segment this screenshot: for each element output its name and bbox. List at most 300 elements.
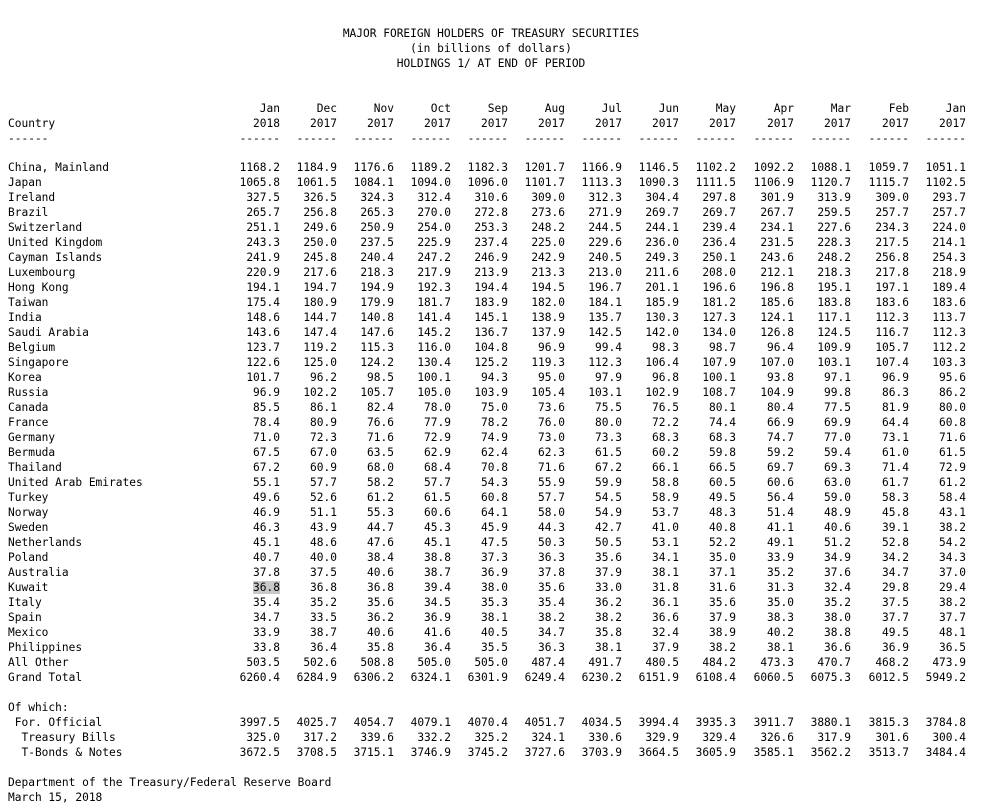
holding-value[interactable]: 78.2 [481,416,508,429]
holding-value[interactable]: 243.3 [246,236,280,249]
holding-value[interactable]: 31.8 [652,581,679,594]
holding-value[interactable]: 1101.7 [524,176,565,189]
holding-value[interactable]: 196.7 [588,281,622,294]
holding-value[interactable]: 3715.1 [353,746,394,759]
holding-value[interactable]: 108.7 [702,386,736,399]
holding-value[interactable]: 3672.5 [239,746,280,759]
holding-value[interactable]: 269.7 [702,206,736,219]
holding-value[interactable]: 105.7 [875,341,909,354]
holding-value[interactable]: 119.2 [303,341,337,354]
holding-value[interactable]: 36.6 [824,641,851,654]
holding-value[interactable]: 1106.9 [753,176,794,189]
holding-value[interactable]: 211.6 [645,266,679,279]
holding-value[interactable]: 45.3 [424,521,451,534]
holding-value[interactable]: 241.9 [246,251,280,264]
holding-value[interactable]: 38.2 [939,521,966,534]
holding-value[interactable]: 1090.3 [638,176,679,189]
holding-value[interactable]: 36.8 [367,581,394,594]
holding-value[interactable]: 55.9 [538,476,565,489]
holding-value[interactable]: 107.0 [760,356,794,369]
holding-value[interactable]: 142.0 [645,326,679,339]
holding-value[interactable]: 227.6 [817,221,851,234]
holding-value[interactable]: 491.7 [588,656,622,669]
holding-value[interactable]: 68.0 [367,461,394,474]
holding-value[interactable]: 76.6 [367,416,394,429]
holding-value[interactable]: 181.2 [702,296,736,309]
holding-value[interactable]: 473.3 [760,656,794,669]
holding-value[interactable]: 36.9 [481,566,508,579]
holding-value[interactable]: 217.5 [875,236,909,249]
holding-value[interactable]: 41.1 [767,521,794,534]
holding-value[interactable]: 1166.9 [581,161,622,174]
holding-value[interactable]: 267.7 [760,206,794,219]
holding-value[interactable]: 60.5 [709,476,736,489]
holding-value[interactable]: 34.7 [538,626,565,639]
holding-value[interactable]: 3605.9 [695,746,736,759]
holding-value[interactable]: 112.3 [588,356,622,369]
holding-value[interactable]: 183.8 [817,296,851,309]
holding-value[interactable]: 1111.5 [695,176,736,189]
holding-value[interactable]: 37.7 [939,611,966,624]
holding-value[interactable]: 60.8 [939,416,966,429]
holding-value[interactable]: 72.3 [310,431,337,444]
holding-value[interactable]: 69.9 [824,416,851,429]
holding-value[interactable]: 6301.9 [467,671,508,684]
holding-value[interactable]: 468.2 [875,656,909,669]
holding-value[interactable]: 183.9 [474,296,508,309]
holding-value[interactable]: 45.9 [481,521,508,534]
holding-value[interactable]: 54.5 [595,491,622,504]
holding-value[interactable]: 6324.1 [410,671,451,684]
holding-value[interactable]: 33.5 [310,611,337,624]
holding-value[interactable]: 35.6 [538,581,565,594]
holding-value[interactable]: 239.4 [702,221,736,234]
holding-value[interactable]: 122.6 [246,356,280,369]
holding-value[interactable]: 37.8 [538,566,565,579]
holding-value[interactable]: 77.5 [824,401,851,414]
holding-value[interactable]: 3746.9 [410,746,451,759]
holding-value[interactable]: 38.1 [595,641,622,654]
holding-value[interactable]: 329.9 [645,731,679,744]
holding-value[interactable]: 52.2 [709,536,736,549]
holding-value[interactable]: 72.9 [424,431,451,444]
holding-value[interactable]: 293.7 [932,191,966,204]
holding-value[interactable]: 3880.1 [810,716,851,729]
holding-value[interactable]: 3911.7 [753,716,794,729]
holding-value[interactable]: 126.8 [760,326,794,339]
holding-value[interactable]: 61.2 [939,476,966,489]
holding-value[interactable]: 229.6 [588,236,622,249]
holding-value[interactable]: 48.9 [824,506,851,519]
holding-value[interactable]: 75.0 [481,401,508,414]
holding-value[interactable]: 6151.9 [638,671,679,684]
holding-value[interactable]: 265.7 [246,206,280,219]
holding-value[interactable]: 31.3 [767,581,794,594]
holding-value[interactable]: 38.1 [767,641,794,654]
holding-value[interactable]: 52.6 [310,491,337,504]
holding-value[interactable]: 1088.1 [810,161,851,174]
holding-value[interactable]: 34.3 [939,551,966,564]
holding-value[interactable]: 64.1 [481,506,508,519]
holding-value[interactable]: 3703.9 [581,746,622,759]
holding-value[interactable]: 60.8 [481,491,508,504]
holding-value[interactable]: 73.6 [538,401,565,414]
holding-value[interactable]: 54.3 [481,476,508,489]
holding-value[interactable]: 309.0 [875,191,909,204]
holding-value[interactable]: 3513.7 [868,746,909,759]
holding-value[interactable]: 4051.7 [524,716,565,729]
holding-value[interactable]: 113.7 [932,311,966,324]
holding-value[interactable]: 67.0 [310,446,337,459]
holding-value[interactable]: 68.4 [424,461,451,474]
holding-value[interactable]: 63.0 [824,476,851,489]
holding-value[interactable]: 31.6 [709,581,736,594]
holding-value[interactable]: 317.9 [817,731,851,744]
holding-value[interactable]: 36.4 [424,641,451,654]
holding-value[interactable]: 37.5 [882,596,909,609]
holding-value[interactable]: 49.5 [709,491,736,504]
holding-value[interactable]: 147.6 [360,326,394,339]
holding-value[interactable]: 194.5 [531,281,565,294]
holding-value[interactable]: 62.3 [538,446,565,459]
holding-value[interactable]: 5949.2 [925,671,966,684]
holding-value[interactable]: 45.1 [424,536,451,549]
holding-value[interactable]: 36.9 [882,641,909,654]
holding-value[interactable]: 117.1 [817,311,851,324]
holding-value[interactable]: 35.5 [481,641,508,654]
holding-value[interactable]: 248.2 [817,251,851,264]
holding-value[interactable]: 38.2 [538,611,565,624]
holding-value[interactable]: 3664.5 [638,746,679,759]
holding-value[interactable]: 179.9 [360,296,394,309]
holding-value[interactable]: 38.2 [939,596,966,609]
holding-value[interactable]: 106.4 [645,356,679,369]
holding-value[interactable]: 259.5 [817,206,851,219]
holding-value[interactable]: 100.1 [417,371,451,384]
holding-value[interactable]: 37.0 [939,566,966,579]
holding-value[interactable]: 57.7 [538,491,565,504]
holding-value[interactable]: 4034.5 [581,716,622,729]
holding-value[interactable]: 63.5 [367,446,394,459]
holding-value[interactable]: 234.1 [760,221,794,234]
holding-value[interactable]: 98.3 [652,341,679,354]
holding-value[interactable]: 59.9 [595,476,622,489]
holding-value[interactable]: 57.7 [424,476,451,489]
holding-value[interactable]: 484.2 [702,656,736,669]
holding-value[interactable]: 60.9 [310,461,337,474]
holding-value[interactable]: 325.2 [474,731,508,744]
holding-value[interactable]: 124.5 [817,326,851,339]
holding-value[interactable]: 29.8 [882,581,909,594]
holding-value[interactable]: 53.7 [652,506,679,519]
holding-value[interactable]: 220.9 [246,266,280,279]
holding-value[interactable]: 192.3 [417,281,451,294]
holding-value[interactable]: 71.0 [253,431,280,444]
holding-value[interactable]: 245.8 [303,251,337,264]
holding-value[interactable]: 225.9 [417,236,451,249]
holding-value[interactable]: 183.6 [875,296,909,309]
holding-value[interactable]: 480.5 [645,656,679,669]
holding-value[interactable]: 56.4 [767,491,794,504]
holding-value[interactable]: 116.7 [875,326,909,339]
holding-value[interactable]: 42.7 [595,521,622,534]
holding-value[interactable]: 35.0 [767,596,794,609]
holding-value[interactable]: 6260.4 [239,671,280,684]
holding-value[interactable]: 102.2 [303,386,337,399]
holding-value[interactable]: 250.9 [360,221,394,234]
holding-value[interactable]: 6249.4 [524,671,565,684]
holding-value[interactable]: 72.2 [652,416,679,429]
holding-value[interactable]: 116.0 [417,341,451,354]
holding-value[interactable]: 58.0 [538,506,565,519]
holding-value[interactable]: 99.4 [595,341,622,354]
holding-value[interactable]: 54.9 [595,506,622,519]
holding-value[interactable]: 1051.1 [925,161,966,174]
holding-value[interactable]: 80.0 [939,401,966,414]
holding-value[interactable]: 61.5 [939,446,966,459]
holding-value[interactable]: 505.0 [417,656,451,669]
holding-value[interactable]: 33.9 [767,551,794,564]
holding-value[interactable]: 1201.7 [524,161,565,174]
holding-value[interactable]: 37.6 [824,566,851,579]
holding-value[interactable]: 49.1 [767,536,794,549]
holding-value[interactable]: 313.9 [817,191,851,204]
holding-value[interactable]: 86.1 [310,401,337,414]
holding-value[interactable]: 41.0 [652,521,679,534]
holding-value[interactable]: 40.0 [310,551,337,564]
holding-value[interactable]: 74.9 [481,431,508,444]
holding-value[interactable]: 49.6 [253,491,280,504]
holding-value[interactable]: 251.1 [246,221,280,234]
holding-value[interactable]: 35.8 [595,626,622,639]
holding-value[interactable]: 6108.4 [695,671,736,684]
holding-value[interactable]: 141.4 [417,311,451,324]
holding-value[interactable]: 244.1 [645,221,679,234]
holding-value[interactable]: 3585.1 [753,746,794,759]
holding-value[interactable]: 246.9 [474,251,508,264]
holding-value[interactable]: 73.3 [595,431,622,444]
holding-value[interactable]: 66.9 [767,416,794,429]
holding-value[interactable]: 67.2 [253,461,280,474]
holding-value[interactable]: 58.2 [367,476,394,489]
holding-value[interactable]: 1102.2 [695,161,736,174]
holding-value[interactable]: 6284.9 [296,671,337,684]
holding-value[interactable]: 32.4 [652,626,679,639]
holding-value[interactable]: 135.7 [588,311,622,324]
holding-value[interactable]: 134.0 [702,326,736,339]
holding-value[interactable]: 61.7 [882,476,909,489]
holding-value[interactable]: 254.0 [417,221,451,234]
holding-value[interactable]: 38.0 [481,581,508,594]
holding-value[interactable]: 46.9 [253,506,280,519]
holding-value[interactable]: 86.2 [939,386,966,399]
holding-value[interactable]: 107.9 [702,356,736,369]
holding-value[interactable]: 269.7 [645,206,679,219]
holding-value[interactable]: 40.6 [367,566,394,579]
holding-value[interactable]: 60.2 [652,446,679,459]
holding-value[interactable]: 37.9 [595,566,622,579]
holding-value[interactable]: 505.0 [474,656,508,669]
holding-value[interactable]: 214.1 [932,236,966,249]
holding-value[interactable]: 304.4 [645,191,679,204]
holding-value[interactable]: 148.6 [246,311,280,324]
holding-value[interactable]: 273.6 [531,206,565,219]
holding-value[interactable]: 45.1 [253,536,280,549]
holding-value[interactable]: 325.0 [246,731,280,744]
holding-value[interactable]: 3745.2 [467,746,508,759]
holding-value[interactable]: 95.6 [939,371,966,384]
holding-value[interactable]: 339.6 [360,731,394,744]
holding-value[interactable]: 60.6 [424,506,451,519]
holding-value[interactable]: 86.3 [882,386,909,399]
holding-value[interactable]: 327.5 [246,191,280,204]
holding-value[interactable]: 58.3 [882,491,909,504]
holding-value[interactable]: 125.2 [474,356,508,369]
holding-value[interactable]: 71.4 [882,461,909,474]
holding-value[interactable]: 6012.5 [868,671,909,684]
holding-value[interactable]: 212.1 [760,266,794,279]
holding-value[interactable]: 60.6 [767,476,794,489]
holding-value[interactable]: 70.8 [481,461,508,474]
holding-value[interactable]: 35.8 [367,641,394,654]
holding-value[interactable]: 1146.5 [638,161,679,174]
holding-value[interactable]: 71.6 [939,431,966,444]
holding-value[interactable]: 6075.3 [810,671,851,684]
holding-value[interactable]: 3484.4 [925,746,966,759]
holding-value[interactable]: 213.3 [531,266,565,279]
holding-value[interactable]: 213.9 [474,266,508,279]
holding-value[interactable]: 45.8 [882,506,909,519]
holding-value[interactable]: 265.3 [360,206,394,219]
holding-value[interactable]: 58.9 [652,491,679,504]
holding-value[interactable]: 194.4 [474,281,508,294]
holding-value[interactable]: 36.6 [652,611,679,624]
holding-value[interactable]: 1113.3 [581,176,622,189]
holding-value[interactable]: 240.4 [360,251,394,264]
holding-value[interactable]: 36.2 [367,611,394,624]
holding-value[interactable]: 234.3 [875,221,909,234]
holding-value[interactable]: 103.1 [817,356,851,369]
holding-value[interactable]: 53.1 [652,536,679,549]
holding-value[interactable]: 40.2 [767,626,794,639]
holding-value[interactable]: 40.6 [367,626,394,639]
holding-value[interactable]: 36.2 [595,596,622,609]
holding-value[interactable]: 61.2 [367,491,394,504]
holding-value[interactable]: 73.0 [538,431,565,444]
holding-value[interactable]: 35.2 [824,596,851,609]
holding-value[interactable]: 301.6 [875,731,909,744]
holding-value[interactable]: 130.4 [417,356,451,369]
holding-value[interactable]: 37.5 [310,566,337,579]
holding-value[interactable]: 34.1 [652,551,679,564]
holding-value[interactable]: 253.3 [474,221,508,234]
holding-value[interactable]: 96.9 [253,386,280,399]
holding-value[interactable]: 62.4 [481,446,508,459]
holding-value[interactable]: 61.0 [882,446,909,459]
holding-value[interactable]: 43.1 [939,506,966,519]
holding-value[interactable]: 247.2 [417,251,451,264]
holding-value[interactable]: 228.3 [817,236,851,249]
holding-value[interactable]: 1094.0 [410,176,451,189]
holding-value[interactable]: 69.7 [767,461,794,474]
holding-value[interactable]: 123.7 [246,341,280,354]
holding-value[interactable]: 185.6 [760,296,794,309]
holding-value[interactable]: 39.4 [424,581,451,594]
holding-value[interactable]: 58.4 [939,491,966,504]
holding-value[interactable]: 196.8 [760,281,794,294]
holding-value[interactable]: 195.1 [817,281,851,294]
holding-value[interactable]: 112.3 [875,311,909,324]
holding-value[interactable]: 105.7 [360,386,394,399]
holding-value[interactable]: 310.6 [474,191,508,204]
holding-value[interactable]: 76.0 [538,416,565,429]
holding-value[interactable]: 3935.3 [695,716,736,729]
holding-value[interactable]: 217.8 [875,266,909,279]
holding-value[interactable]: 94.3 [481,371,508,384]
holding-value[interactable]: 312.3 [588,191,622,204]
holding-value[interactable]: 37.8 [253,566,280,579]
holding-value[interactable]: 250.1 [702,251,736,264]
holding-value[interactable]: 35.6 [709,596,736,609]
holding-value[interactable]: 1102.5 [925,176,966,189]
holding-value[interactable]: 324.3 [360,191,394,204]
holding-value[interactable]: 243.6 [760,251,794,264]
holding-value[interactable]: 256.8 [875,251,909,264]
holding-value[interactable]: 80.9 [310,416,337,429]
holding-value[interactable]: 208.0 [702,266,736,279]
holding-value[interactable]: 36.3 [538,641,565,654]
holding-value[interactable]: 1182.3 [467,161,508,174]
holding-value[interactable]: 103.9 [474,386,508,399]
holding-value[interactable]: 236.4 [702,236,736,249]
holding-value[interactable]: 217.6 [303,266,337,279]
holding-value[interactable]: 300.4 [932,731,966,744]
holding-value[interactable]: 37.9 [709,611,736,624]
holding-value[interactable]: 6230.2 [581,671,622,684]
holding-value[interactable]: 1189.2 [410,161,451,174]
holding-value[interactable]: 104.9 [760,386,794,399]
holding-value[interactable]: 37.9 [652,641,679,654]
holding-value[interactable]: 34.7 [253,611,280,624]
holding-value[interactable]: 37.1 [709,566,736,579]
holding-value[interactable]: 254.3 [932,251,966,264]
holding-value[interactable]: 142.5 [588,326,622,339]
holding-value[interactable]: 40.7 [253,551,280,564]
holding-value[interactable]: 80.1 [709,401,736,414]
holding-value[interactable]: 1096.0 [467,176,508,189]
holding-value[interactable]: 147.4 [303,326,337,339]
holding-value[interactable]: 125.0 [303,356,337,369]
holding-value[interactable]: 124.1 [760,311,794,324]
holding-value[interactable]: 197.1 [875,281,909,294]
holding-value[interactable]: 244.5 [588,221,622,234]
holding-value[interactable]: 301.9 [760,191,794,204]
holding-value[interactable]: 48.3 [709,506,736,519]
holding-value[interactable]: 55.1 [253,476,280,489]
holding-value[interactable]: 183.6 [932,296,966,309]
holding-value[interactable]: 185.9 [645,296,679,309]
holding-value[interactable]: 71.6 [538,461,565,474]
holding-value[interactable]: 97.9 [595,371,622,384]
holding-value[interactable]: 236.0 [645,236,679,249]
holding-value[interactable]: 112.2 [932,341,966,354]
holding-value[interactable]: 77.9 [424,416,451,429]
holding-value[interactable]: 34.9 [824,551,851,564]
holding-value[interactable]: 1084.1 [353,176,394,189]
holding-value[interactable]: 82.4 [367,401,394,414]
holding-value[interactable]: 1168.2 [239,161,280,174]
holding-value[interactable]: 38.1 [481,611,508,624]
